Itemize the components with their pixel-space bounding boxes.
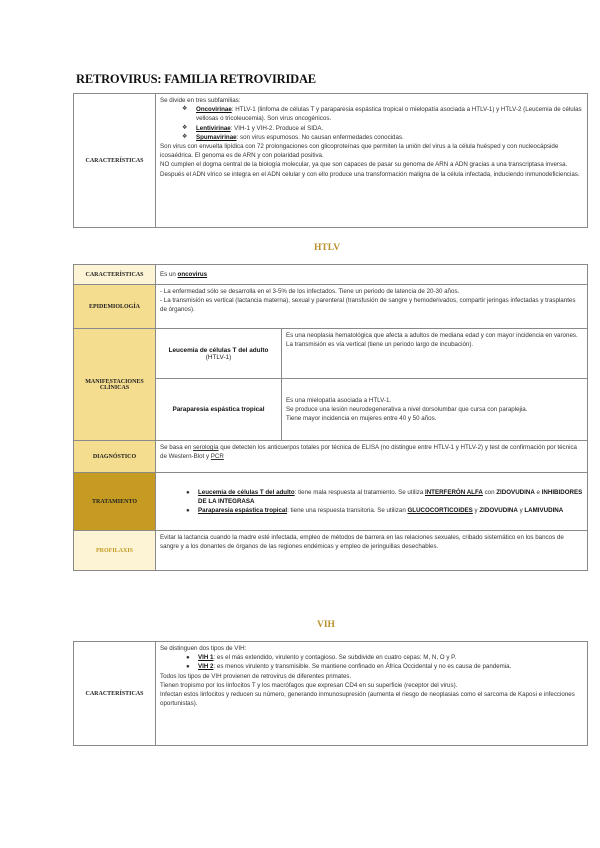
retro-intro: Se divide en tres subfamilias: bbox=[160, 97, 241, 104]
htlv-tratamiento-label: TRATAMIENTO bbox=[74, 473, 156, 531]
list-item: ❖ Lentivirinae: VIH-1 y VIH-2. Produce el SIDA. bbox=[182, 124, 324, 132]
bullet-icon: ● bbox=[186, 507, 190, 515]
page-title: RETROVIRUS: FAMILIA RETROVIRIDAE bbox=[76, 72, 316, 86]
htlv-diagnostico-label: DIAGNÓSTICO bbox=[74, 441, 156, 473]
htlv-caracteristicas: Es un oncovirus bbox=[156, 265, 588, 285]
list-item: ❖ Oncovirinae: HTLV-1 (linfoma de células T y paraparesia espástica tropical o mielopatía asociada a HTLV-1) y HTLV-2 (Leucemia de células vellosas o tricoleucemia). Son virus oncogénicos. bbox=[182, 106, 582, 123]
htlv-profilaxis-label: PROFILAXIS bbox=[74, 531, 156, 571]
list-item: ● Leucemia de células T del adulto: tiene mala respuesta al tratamiento. Se utiliza INTERFERÓN ALFA con ZIDOVUDINA e INHIBIDORES DE LA INTEGRASA bbox=[186, 488, 583, 505]
bullet-icon: ● bbox=[186, 663, 190, 671]
diamond-bullet-icon: ❖ bbox=[182, 133, 188, 140]
retrovirus-table bbox=[73, 93, 588, 228]
htlv-tratamiento bbox=[156, 473, 588, 531]
retro-paragraph: NO cumplen el dogma central de la biología molecular, ya que son capaces de pasar su genoma de ARN a ADN gracias a una transcriptasa inversa. Después el ADN vírico se integra en el ADN celular y con ello produce una transformación maligna de la célula infectada, induciendo inmunodeficiencias. bbox=[160, 161, 580, 178]
htlv-caracteristicas-label: CARACTERÍSTICAS bbox=[74, 265, 156, 285]
vih-content: Se distinguen dos tipos de VIH: ● VIH 1: es el más extendido, virulento y contagioso. Se subdivide en cuatro cepas: M, N, O y P. ● VIH 2: es menos virulento y transmisible. Se mantiene confinado en África Occidental y no es causa de pandemia. Todos los tipos de VIH provienen de retrovirus de diferentes primates. Tienen tropismo por los linfocitos T y los macrófagos que expresan CD4 en su superficie (receptor del virus). Infectan estos linfocitos y reducen su número, generando inmunosupresión (aumenta el riesgo de neoplasias como el sarcoma de Kaposi e infecciones oportunistas). bbox=[156, 642, 588, 746]
bullet-icon: ● bbox=[186, 488, 190, 496]
retro-content bbox=[156, 94, 588, 228]
leucemia-description: Es una neoplasia hematológica que afecta a adultos de mediana edad y con mayor incidencia en varones. La transmisión es vía vertical (tiene un periodo largo de incubación). bbox=[282, 329, 588, 379]
list-item: ● VIH 2: es menos virulento y transmisible. Se mantiene confinado en África Occidental y no es causa de pandemia. bbox=[186, 663, 512, 671]
htlv-manifestaciones-label: MANIFESTACIONES CLÍNICAS bbox=[74, 329, 156, 441]
vih-title: VIH bbox=[317, 620, 335, 630]
vih-label: CARACTERÍSTICAS bbox=[74, 642, 156, 746]
htlv-table bbox=[73, 264, 588, 571]
paraparesia-label: Paraparesia espástica tropical bbox=[156, 379, 282, 441]
bullet-icon: ● bbox=[186, 654, 190, 662]
htlv-epidemiologia: - La enfermedad sólo se desarrolla en el 3-5% de los infectados. Tiene un periodo de latencia de 20-30 años. - La transmisión es vertical (lactancia materna), sexual y parenteral (transfusión de sangre y hemoderivados, compartir jeringas infectadas y trasplantes de órganos). bbox=[156, 285, 588, 329]
htlv-diagnostico: Se basa en serología que detecten los anticuerpos totales por técnica de ELISA (no distingue entre HTLV-1 y HTLV-2) y test de confirmación por técnica de Western-Blot y PCR bbox=[156, 441, 588, 473]
htlv-title: HTLV bbox=[314, 243, 341, 253]
subfamily-list bbox=[160, 105, 583, 142]
list-item: ● VIH 1: es el más extendido, virulento y contagioso. Se subdivide en cuatro cepas: M, N, O y P. bbox=[186, 654, 457, 662]
paraparesia-description: Es una mielopatía asociada a HTLV-1. Se produce una lesión neurodegenerativa a nivel dorsolumbar que cursa con paraplejia. Tiene mayor incidencia en mujeres entre 40 y 50 años. bbox=[282, 379, 588, 441]
diamond-bullet-icon: ❖ bbox=[182, 106, 188, 113]
htlv-epidemiologia-label: EPIDEMIOLOGÍA bbox=[74, 285, 156, 329]
vih-table bbox=[73, 641, 588, 746]
diamond-bullet-icon: ❖ bbox=[182, 124, 188, 131]
htlv-profilaxis: Evitar la lactancia cuando la madre esté infectada, empleo de métodos de barrera en las relaciones sexuales, cribado sistemático en los bancos de sangre y a los donantes de órganos de las regiones endémicas y empleo de jeringuillas desechables. bbox=[156, 531, 588, 571]
list-item: ❖ Spumavirinae: son virus espumosos. No causan enfermedades conocidas. bbox=[182, 133, 404, 141]
retro-paragraph: Son virus con envuelta lipídica con 72 prolongaciones con glicoproteínas que permiten la unión del virus a la célula huésped y con nucleocápside icosaédrica. El genoma es de ARN y con polaridad positiva. bbox=[160, 143, 559, 160]
leucemia-label: Leucemia de células T del adulto (HTLV-1) bbox=[156, 329, 282, 379]
list-item: ● Paraparesia espástica tropical: tiene una respuesta transitoria. Se utilizan GLUCOCORTICOIDES y ZIDOVUDINA y LAMIVUDINA bbox=[186, 507, 564, 515]
retro-label: CARACTERÍSTICAS bbox=[74, 94, 156, 228]
